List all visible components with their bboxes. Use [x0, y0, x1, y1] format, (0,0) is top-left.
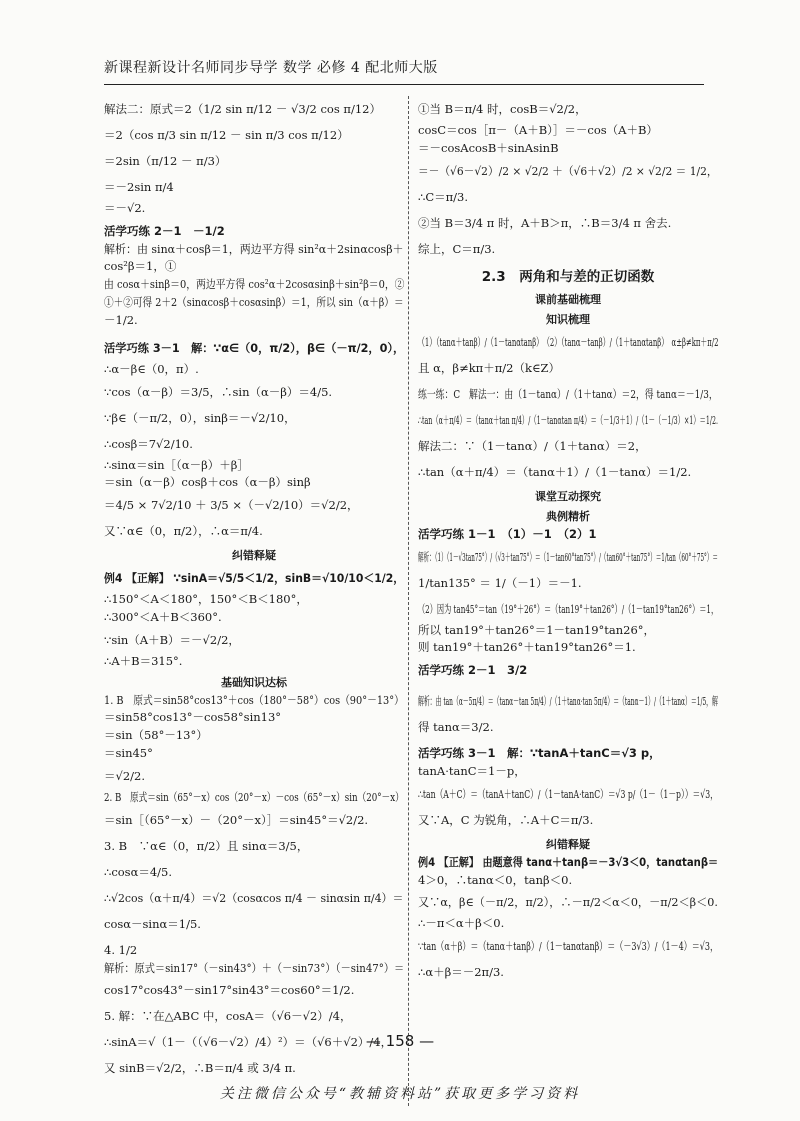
- right-line: 课前基础梳理: [535, 292, 601, 306]
- left-line: 又 sinB＝√2/2，∴B＝π/4 或 3/4 π.: [104, 1061, 296, 1076]
- left-line: ∴A＋B＝315°.: [104, 653, 183, 668]
- page-number: — 158 —: [365, 1032, 435, 1050]
- right-line: ∴tan（α＋π/4）＝（tanα＋tan π/4）/（1－tanαtan π/4）＝（－1/3＋1）/（1－（－1/3）×1）＝1/2.: [418, 412, 718, 427]
- right-line: ②当 B＝3/4 π 时，A＋B＞π，∴B＝3/4 π 舍去.: [418, 215, 672, 230]
- right-line: 知识梳理: [546, 312, 590, 326]
- right-line: 所以 tan19°＋tan26°＝1－tan19°tan26°，: [418, 622, 656, 637]
- left-line: 例4 【正解】 ∵sinA＝√5/5＜1/2，sinB＝√10/10＜1/2，: [104, 571, 405, 586]
- right-line: ①当 B＝π/4 时，cosB＝√2/2，: [418, 102, 587, 116]
- left-line: 活学巧练 2－1 －1/2: [104, 223, 225, 238]
- left-line: 2. B 原式＝sin（65°－x）cos（20°－x）－cos（65°－x）sin（20°－x）: [104, 789, 404, 804]
- right-line: 又∵α，β∈（－π/2，π/2），∴－π/2＜α＜0，－π/2＜β＜0.: [418, 895, 718, 910]
- left-line: ＝－2sin π/4: [104, 180, 174, 194]
- column-divider: [408, 96, 409, 1106]
- left-line: cos²β＝1，①: [104, 259, 177, 274]
- right-line: 练一练：C 解法一：由（1－tanα）/（1＋tanα）＝2，得 tanα＝－1/3，: [418, 386, 718, 401]
- left-line: ∴150°＜A＜180°，150°＜B＜180°，: [104, 592, 308, 607]
- left-line: ∴√2cos（α＋π/4）＝√2（cosαcos π/4 － sinαsin π/4）＝: [104, 890, 404, 905]
- left-line: ＝－√2.: [104, 201, 146, 215]
- page-header: 新课程新设计名师同步导学 数学 必修 4 配北师大版: [104, 58, 704, 85]
- left-line: 纠错释疑: [232, 549, 276, 563]
- right-line: 又∵A，C 为锐角，∴A＋C＝π/3.: [418, 812, 594, 827]
- right-line: ∵tan（α＋β）＝（tanα＋tanβ）/（1－tanαtanβ）＝（－3√3）/（1－4）＝√3，: [418, 939, 718, 954]
- left-line: ∵β∈（－π/2，0），sinβ＝－√2/10，: [104, 410, 296, 425]
- right-line: 则 tan19°＋tan26°＋tan19°tan26°＝1.: [418, 640, 636, 655]
- footer-note: 关注微信公众号“教辅资料站”获取更多学习资料: [219, 1086, 581, 1102]
- left-line: ∴cosα＝4/5.: [104, 864, 173, 879]
- left-line: ①＋②可得 2＋2（sinαcosβ＋cosαsinβ）＝1，所以 sin（α＋β）＝: [104, 295, 404, 310]
- left-line: ＝sin（58°－13°）: [104, 728, 208, 743]
- left-line: 解法二：原式＝2（1/2 sin π/12 － √3/2 cos π/12）: [104, 102, 381, 116]
- right-line: ∴α＋β＝－2π/3.: [418, 965, 504, 980]
- left-line: 基础知识达标: [221, 675, 287, 689]
- left-line: 5. 解：∵在△ABC 中，cosA＝（√6－√2）/4，: [104, 1009, 352, 1024]
- right-line: ∴－π＜α＋β＜0.: [418, 916, 505, 931]
- left-line: ∵sin（A＋B）＝－√2/2，: [104, 632, 240, 647]
- right-line: （1）（tanα＋tanβ）/（1－tanαtanβ） （2）（tanα－tanβ）/（1＋tanαtanβ） α±β≠kπ＋π/2: [418, 334, 719, 349]
- left-line: ∴sinα＝sin［（α－β）＋β］: [104, 457, 249, 472]
- left-line: ＝sin45°: [104, 746, 153, 761]
- left-line: 1. B 原式＝sin58°cos13°＋cos（180°－58°）cos（90°－13°）: [104, 692, 404, 707]
- left-line: ＝2sin（π/12 － π/3）: [104, 154, 227, 168]
- left-line: ∵cos（α－β）＝3/5，∴sin（α－β）＝4/5.: [104, 384, 333, 399]
- left-line: 3. B ∵α∈（0，π/2）且 sinα＝3/5，: [104, 838, 309, 853]
- left-line: ∴sinA＝√（1－（（√6－√2）/4）²）＝（√6＋√2）/4，: [104, 1035, 393, 1050]
- right-line: 综上，C＝π/3.: [418, 241, 496, 256]
- right-line: ∴C＝π/3.: [418, 189, 469, 204]
- left-line: ∴α－β∈（0，π）.: [104, 361, 199, 376]
- left-line: ＝2（cos π/3 sin π/12 － sin π/3 cos π/12）: [104, 128, 349, 142]
- right-line: 活学巧练 2－1 3/2: [418, 663, 528, 678]
- right-line: （2）因为 tan45°＝tan（19°＋26°）＝（tan19°＋tan26°）/（1－tan19°tan26°）＝1，: [418, 601, 719, 616]
- left-line: 4. 1/2: [104, 942, 138, 957]
- right-line: 典例精析: [546, 509, 590, 523]
- left-line: ＝sin（α－β）cosβ＋cos（α－β）sinβ: [104, 475, 311, 490]
- right-line: ∴tan（A＋C）＝（tanA＋tanC）/（1－tanA·tanC）＝√3 p/（1－（1－p））＝√3，: [418, 786, 718, 801]
- right-line: 活学巧练 1－1 （1）－1 （2）1: [418, 526, 597, 541]
- left-line: cosα－sinα＝1/5.: [104, 916, 201, 931]
- right-column: [418, 96, 718, 985]
- left-line: 解析：原式＝sin17°（－sin43°）＋（－sin73°）（－sin47°）＝: [104, 960, 405, 975]
- left-line: ＝√2/2.: [104, 768, 145, 783]
- left-line: ＝sin58°cos13°－cos58°sin13°: [104, 710, 282, 725]
- right-line: tanA·tanC＝1－p，: [418, 763, 526, 778]
- left-line: 活学巧练 3－1 解：∵α∈（0，π/2），β∈（－π/2，0），: [104, 340, 405, 355]
- right-line: ∴tan（α＋π/4）＝（tanα＋1）/（1－tanα）＝1/2.: [418, 464, 692, 479]
- right-line: 2.3 两角和与差的正切函数: [481, 268, 655, 285]
- left-line: 又∵α∈（0，π/2），∴α＝π/4.: [104, 524, 263, 539]
- left-line: 解析：由 sinα＋cosβ＝1，两边平方得 sin²α＋2sinαcosβ＋: [104, 241, 404, 256]
- right-line: 得 tanα＝3/2.: [418, 720, 494, 735]
- right-line: 活学巧练 3－1 解：∵tanA＋tanC＝√3 p，: [418, 746, 661, 761]
- left-line: ＝4/5 × 7√2/10 ＋ 3/5 ×（－√2/10）＝√2/2，: [104, 498, 359, 513]
- right-line: 解法二：∵（1－tanα）/（1＋tanα）＝2，: [418, 438, 647, 453]
- right-line: 1/tan135° ＝ 1/（－1）＝－1.: [418, 575, 582, 590]
- left-line: cos17°cos43°－sin17°sin43°＝cos60°＝1/2.: [104, 983, 355, 998]
- right-line: 纠错释疑: [546, 837, 590, 851]
- right-line: cosC＝cos［π－（A＋B）］＝－cos（A＋B）: [418, 123, 658, 137]
- left-column: [104, 96, 404, 1081]
- right-line: 4＞0，∴tanα＜0，tanβ＜0.: [418, 872, 573, 887]
- right-line: 课堂互动探究: [535, 489, 601, 503]
- right-line: 例4 【正解】 由题意得 tanα＋tanβ＝－3√3＜0，tanαtanβ＝: [418, 854, 719, 869]
- right-line: 解析：由 tan（α－5π/4）＝（tanα－tan 5π/4）/（1＋tanα·tan 5π/4）＝（tanα－1）/（1＋tanα）＝1/5，解: [418, 694, 718, 709]
- left-line: ∴cosβ＝7√2/10.: [104, 436, 193, 451]
- right-line: 解析：（1）（1－√3tan75°）/（√3＋tan75°）＝（1－tan60°tan75°）/（tan60°＋tan75°）＝1/tan（60°＋75°）＝: [418, 549, 718, 564]
- left-line: ＝sin［（65°－x）－（20°－x）］＝sin45°＝√2/2.: [104, 812, 369, 827]
- right-line: 且 α，β≠kπ＋π/2（k∈Z）: [418, 360, 560, 375]
- left-line: －1/2.: [104, 312, 138, 327]
- right-line: ＝－（√6－√2）/2 × √2/2 ＋（√6＋√2）/2 × √2/2 ＝ 1/2，: [418, 163, 718, 178]
- right-line: ＝－cosAcosB＋sinAsinB: [418, 140, 559, 155]
- left-line: 由 cosα＋sinβ＝0，两边平方得 cos²α＋2cosαsinβ＋sin²β＝0，②: [104, 277, 405, 292]
- left-line: ∴300°＜A＋B＜360°.: [104, 609, 222, 624]
